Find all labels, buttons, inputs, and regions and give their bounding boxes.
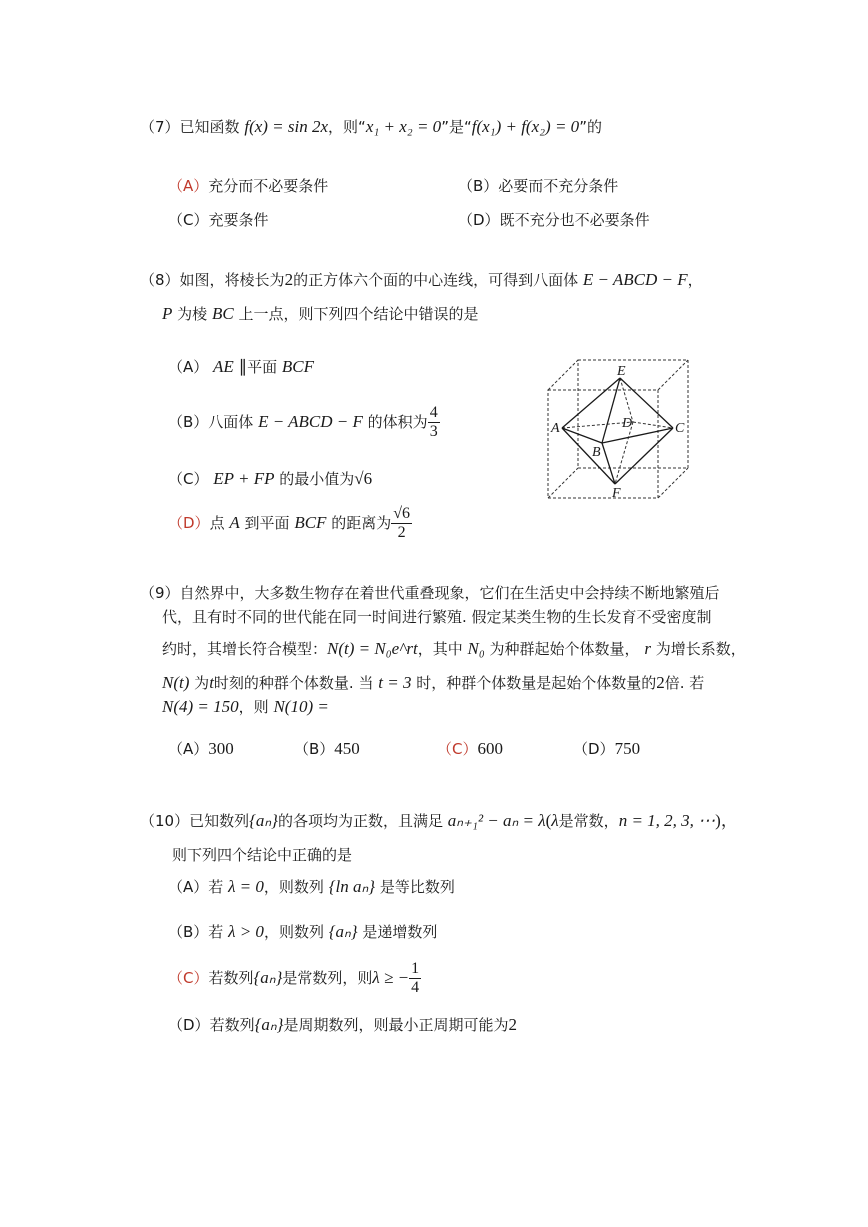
q9-line-5: N(4) = 150，则 N(10) = [162,697,329,716]
octahedron-cube-figure [540,350,690,505]
q10-option-b: （B）若 λ > 0，则数列 {aₙ} 是递增数列 [168,922,438,941]
q10-option-c: （C）若数列{aₙ}是常数列，则λ ≥ − $\frac{1}{4}$ [168,960,420,996]
q8-option-d: （D）点 A 到平面 BCF 的距离为 $\frac{√6}{2}$ [168,505,411,541]
q9-option-a: （A）300 [168,739,234,758]
q10-recurrence: aₙ₊₁² − aₙ = λ [447,811,546,830]
label-c: C [675,421,685,436]
q8-distance-fraction: $\frac{√6}{2}$ [393,505,411,541]
edge-b-c [602,428,673,443]
q8-option-b: （B）八面体 E − ABCD − F 的体积为 $\frac{4}{3}$ [168,404,438,440]
q8-volume-fraction: $\frac{4}{3}$ [429,404,438,440]
q7-function: f(x) = sin 2x [244,117,329,136]
q8-stem-line-1: （8）如图，将棱长为2的正方体六个面的中心连线，可得到八面体 E − ABCD − F， [140,270,703,289]
q10-stem-line-1: （10）已知数列{aₙ}的各项均为正数，且满足 aₙ₊₁² − aₙ = λ(λ是常数，n = 1, 2, 3, ⋯)， [140,811,738,830]
q7-option-b: （B）必要而不充分条件 [458,177,619,195]
edge-a-b [562,428,602,443]
cube-front-face [548,390,658,498]
q7-stem: （7）已知函数 f(x) = sin 2x，则“x₁ + x₂ = 0”是“f(x₁) + f(x₂) = 0”的 [140,117,602,136]
q9-option-c: （C）600 [437,739,503,758]
edge-c-f [615,428,673,484]
q9-growth-model: N(t) = N₀e^rt [327,639,418,658]
q9-option-d: （D）750 [573,739,641,758]
q8-option-a: （A） AE ∥平面 BCF [168,357,315,376]
q8-option-c: （C） EP + FP 的最小值为√6 [168,469,373,488]
q7-condition-2: f(x₁) + f(x₂) = 0 [471,117,580,136]
q9-line-1: （9）自然界中，大多数生物存在着世代重叠现象，它们在生活史中会持续不断地繁殖后 [140,584,720,602]
label-e: E [617,364,626,379]
label-d: D [622,416,633,431]
q10-stem-line-2: 则下列四个结论中正确的是 [172,846,353,864]
q7-number: （7） [140,118,180,136]
q9-line-2: 代，且有时不同的世代能在同一时间进行繁殖. 假定某类生物的生长发育不受密度制 [162,608,712,626]
q10-number: （10） [140,812,190,830]
label-b: B [592,445,601,460]
label-a: A [551,421,560,436]
q7-option-a: （A）充分而不必要条件 [168,177,329,195]
edge-e-b [602,378,620,443]
q9-line-4: N(t) 为t时刻的种群个体数量. 当 t = 3 时，种群个体数量是起始个体数量的2倍. 若 [162,673,705,692]
q9-option-b: （B）450 [294,739,360,758]
q7-condition-1: x₁ + x₂ = 0 [365,117,442,136]
q10-lambda-fraction: $\frac{1}{4}$ [411,960,420,996]
q9-number: （9） [140,584,180,602]
label-f: F [612,486,621,501]
edge-e-a [562,378,620,428]
q10-option-d: （D）若数列{aₙ}是周期数列，则最小正周期可能为2 [168,1015,517,1034]
q10-option-a: （A）若 λ = 0，则数列 {ln aₙ} 是等比数列 [168,877,455,896]
q8-stem-line-2: P 为棱 BC 上一点，则下列四个结论中错误的是 [162,304,479,323]
q8-number: （8） [140,271,180,289]
q9-line-3: 约时，其增长符合模型：N(t) = N₀e^rt，其中 N₀ 为种群起始个体数量， r 为增长系数， [162,639,746,658]
q7-option-d: （D）既不充分也不必要条件 [458,211,650,229]
q7-option-c: （C）充要条件 [168,211,269,229]
